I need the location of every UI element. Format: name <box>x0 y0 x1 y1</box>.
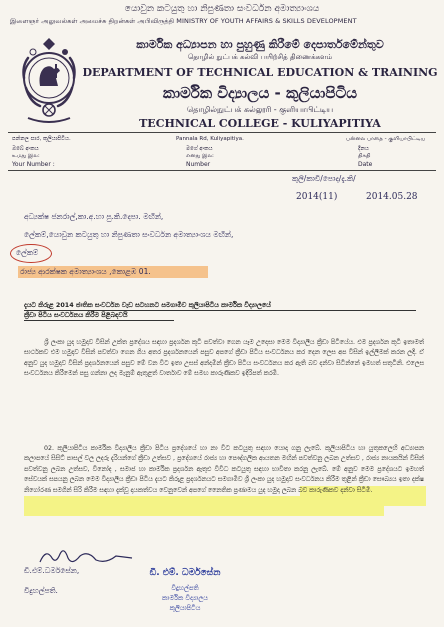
signatory-name: ඩී.එම්.ධර්මසේන, <box>24 566 80 575</box>
stamp-org: කාර්මික විද්‍යාලය <box>162 594 208 602</box>
department-name-english: DEPARTMENT OF TECHNICAL EDUCATION & TRAINING <box>82 66 438 79</box>
date-label-english: Date <box>358 161 373 168</box>
address-row-divider <box>8 170 436 171</box>
department-name-sinhala: කාර්මික අධ්‍යාපන හා පුහුණු කිරීමේ දෙපාර්තමේන්තුව <box>136 38 384 51</box>
subject-underline-2 <box>24 320 174 321</box>
date-label-tamil: திகதி <box>358 153 371 159</box>
signatory-title: විදුහල්පති. <box>24 586 58 595</box>
handwritten-signature-icon <box>36 544 136 568</box>
header-divider <box>8 132 436 133</box>
addressee-line-2: ලේකම්,යොවුන කටයුතු හා නිපුණතා සංවර්ධන අමාත්‍යාංශය මඟින්, <box>24 230 234 239</box>
subject-line-1: දැයට කිරුළ 2014 ජාතික සංවර්ධන වැඩ සටහනට සමගාමීව කුලියාපිටිය කාර්මික විද්‍යාලයේ <box>24 301 271 309</box>
address-tamil: பன்னல பாதை - குளியாபிட்டிய <box>346 136 426 142</box>
address-english: Pannala Rd, Kuliyapitiya. <box>176 136 244 142</box>
stamp-title: විදුහල්පති <box>171 584 199 592</box>
subject-line-2: ක්‍රීඩා පිටිය සංවර්ධනය කිරීම පිළිබඳවයි <box>24 311 128 319</box>
addressee-line-3: ලේකම් <box>16 248 39 257</box>
ministry-name-sinhala: යොවුන කටයුතු හා නිපුණතා සංවර්ධන අමාත්‍යාංශය <box>124 4 320 14</box>
department-name-tamil: தொழில் நுட்பக் கல்வி பயிற்சித் திணைக்களம் <box>187 53 333 61</box>
addressee-line-1: අධ්‍යක්ෂ ජනරාල්,කා.අ.හා පු.කි.දෙපා. මඟින්, <box>24 212 164 221</box>
addressee-line-4: රාජ්‍ය ආරක්ෂක අමාත්‍යාංශය ,කොළඹ 01. <box>20 267 151 276</box>
reference-number: කුලි/කාවි/පොද/දැ.කි/ <box>292 174 356 183</box>
stamp-place: කුලියාපිටිය <box>169 604 201 612</box>
ministry-name-english: இளைஞர் அலுவல்கள் அமைச்சு திறன்கள் அபிவிருத்தி MINISTRY OF YOUTH AFFAIRS & SKILLS DEVELOPMENT <box>10 17 357 25</box>
subject-underline-1 <box>24 310 416 311</box>
national-emblem-icon <box>18 36 80 124</box>
letter-date: 2014.05.28 <box>366 192 418 202</box>
reference-year-number: 2014(11) <box>296 192 338 202</box>
your-number-label-tamil: உமது இல: <box>12 153 40 159</box>
my-number-label-english: Number <box>186 161 211 168</box>
body-paragraph-1: ශ්‍රී ලංකා යුද හමුදාව විසින් උක්ත ප්‍රදේශය සඳහා ප්‍රදර්ශන කුටි පවත්වා ගෙන යෑම උදෙසා මෙම විද්‍යාලීය ක්‍රීඩා පිටියේය. එම ප්‍රදර්ශන කුටි ඉතාමත් සාර්ථකව එම හමුදාව විසින් පවත්වා ගෙන ගිය අතර ප්‍රදර්ශනයෙන් පසුව අපගේ ක්‍රීඩා පිටිය සංවර්ධනය කර දෙන ලෙස අප විසින් ඉල්ලීමක් කරන ලදී. ඒ අනුව යුද හමුදාව විසින් ප්‍රදර්ශනයෙන් පසුව මේ වන විට ඉතා උසස් අන්දමින් ක්‍රීඩා පිටිය සංවර්ධනය කර ඇති බව දන්වා සිටින්නේ ඉමහත් සතුටිනි. එලෙස සංවර්ධනය කිරීමෙන් පසු ගන්නා ලද මැනුම් ඇතුළත් වාර්තාව මේ සමඟ කාරුණිකව ඉදිරිපත් කරමි. <box>24 339 424 378</box>
college-name-tamil: தொழில்நுட்பக் கல்லூரி - குளியாபிட்டிய <box>186 105 334 114</box>
my-number-label-tamil: எனது இல: <box>186 153 214 159</box>
date-label-sinhala: දිනය <box>358 146 369 152</box>
stamp-name: ඩී. එම්. ධර්මසේන <box>149 568 221 578</box>
address-sinhala: පන්නල පාර, කුලියාපිටිය. <box>12 136 71 142</box>
body-paragraph-2: 02. කුලියාපිටිය කාර්මික විද්‍යාලීය ක්‍රීඩා පිටිය ප්‍රදේශයේ හා නා වීට කටයුතු සඳහා යොදා ගනු ලැබේ. කුලියාපිටිය හා යුතුකලෙහි අධ්‍යාපන කලාපයේ සිසිට් පාසල් වල ලදරු දැරියන්ගේ ක්‍රීඩා උත්සව , ප්‍රදේශයේ රාජ්‍ය හා පෞද්ගලික ආයතන මඟින් පවත්වනු ලබන උත්සව , රාජ්‍ය නායකයින් විසින් පවත්වනු ලබන උත්සව, විනෝද , සමාජ හා කාර්මික ප්‍රදර්ශන ඇතුළු විවිධ කටයුතු සඳහා භාවිතා කරනු ලැබේ. මේ අනුව මෙම ප්‍රදේශයට ඉමහත් සේවයක් සපයනු ලබන මෙම විද්‍යාලීය ක්‍රීඩා පිටිය දැයට කිරුළ ප්‍රදර්ශනයට සමගාමීව ශ්‍රී ලංකා යුද හමුදාව සංවර්ධනය කිරීම තුළින් ක්‍රීඩා සෞඛ්‍යය ඉතා දක්ෂ නිගෝරණ සමගින් සිරි කිරීම සඳහා දැක්වූ දායකත්වය වෙනුවෙන් අපගේ නෛතික ප්‍රණාමය යුද හමුදා ලබන බව කාරුණිකව දන්වා සිටිමි. <box>24 445 424 494</box>
my-number-label-sinhala: මගේ අංකය <box>186 146 213 152</box>
your-number-label-english: Your Number : <box>12 161 55 168</box>
college-name-english: TECHNICAL COLLEGE - KULIYAPITIYA <box>139 117 381 130</box>
college-name-sinhala: කාර්මික විද්‍යාලය - කුලියාපිටිය <box>162 84 358 102</box>
your-number-label-sinhala: ඔබේ අංකය <box>12 146 39 152</box>
